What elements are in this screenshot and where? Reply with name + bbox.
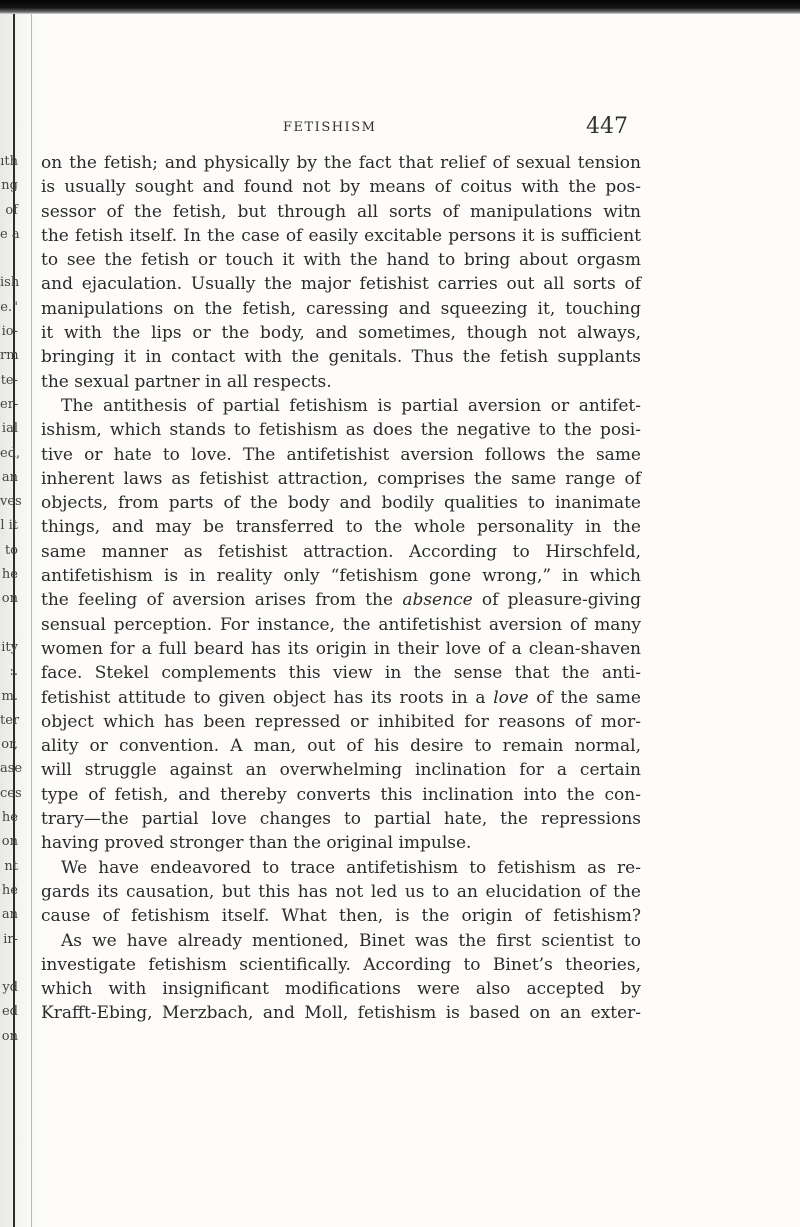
text-line: trary—the partial love changes to partial hate, the repressions	[41, 809, 641, 830]
page-number: 447	[586, 114, 628, 139]
facing-fragment: he	[1, 882, 18, 898]
facing-fragment: nt	[4, 858, 18, 874]
text-line: is usually sought and found not by means of coitus with the pos-	[41, 177, 641, 198]
facing-fragment	[0, 952, 18, 976]
facing-fragment: on	[1, 1028, 18, 1044]
facing-fragment: ial	[1, 421, 18, 437]
text-line: type of fetish, and thereby converts this inclination into the con-	[41, 784, 641, 805]
text-line: antifetishism is in reality only “fetishism gone wrong,” in which	[41, 566, 641, 587]
text-line: women for a full beard has its origin in their love of a clean-shaven	[41, 638, 641, 659]
facing-fragment: ng	[1, 178, 18, 194]
text-line: on the fetish; and physically by the fact that relief of sexual tension	[41, 153, 641, 173]
text-line: having proved stronger than the original impulse.	[41, 833, 472, 854]
text-line	[41, 686, 641, 710]
text-line: and ejaculation. Usually the major fetishist carries out all sorts of	[41, 274, 641, 295]
facing-fragment: on	[1, 834, 18, 850]
scan-top-edge	[0, 0, 800, 14]
facing-fragment: ir-	[3, 931, 18, 947]
text-line: Krafft-Ebing, Merzbach, and Moll, fetishism is based on an exter-	[41, 1003, 641, 1024]
facing-fragment: an	[1, 469, 18, 485]
facing-fragment: an	[1, 907, 18, 923]
text-line: object which has been repressed or inhibited for reasons of mor-	[41, 711, 641, 732]
text-line: face. Stekel complements this view in the sense that the anti-	[41, 663, 641, 684]
text-line: the sexual partner in all respects.	[41, 371, 332, 392]
text-run: of the same	[528, 687, 641, 708]
gutter-edge-line	[31, 14, 32, 1227]
text-line: sessor of the fetish, but through all sorts of manipulations witn	[41, 201, 641, 222]
body-text	[41, 151, 641, 1026]
text-line: same manner as fetishist attraction. According to Hirschfeld,	[41, 541, 641, 562]
text-line: The antithesis of partial fetishism is partial aversion or antifet-	[61, 395, 641, 416]
facing-fragment: ed,	[0, 445, 21, 461]
facing-fragment: ase	[0, 761, 23, 777]
text-line: gards its causation, but this has not led us to an elucidation of the	[41, 881, 641, 902]
text-line: tive or hate to love. The antifetishist aversion follows the same	[41, 444, 641, 465]
facing-fragment: on	[1, 591, 18, 607]
facing-fragment: te-	[0, 372, 18, 388]
text-line: things, and may be transferred to the whole personality in the	[41, 517, 641, 538]
facing-fragment: e a	[0, 226, 20, 242]
facing-fragment: m.	[1, 688, 18, 704]
facing-page-fragments	[0, 150, 23, 1049]
facing-fragment: :.	[9, 664, 18, 680]
running-head: FETISHISM	[283, 120, 377, 135]
text-line	[41, 588, 641, 612]
text-line: objects, from parts of the body and bodily qualities to inanimate	[41, 493, 641, 514]
facing-fragment: rm	[0, 348, 19, 364]
facing-fragment: e."	[0, 299, 18, 315]
facing-fragment: of	[5, 202, 18, 218]
facing-fragment: yd	[2, 980, 18, 996]
emphasis: love	[493, 687, 529, 708]
facing-fragment: to	[4, 542, 18, 558]
facing-fragment: ish	[0, 275, 20, 291]
text-run: fetishist attitude to given object has its roots in a	[41, 687, 494, 708]
facing-fragment: he	[1, 810, 18, 826]
text-line: We have endeavored to trace antifetishism to fetishism as re-	[61, 857, 641, 878]
text-run: of pleasure-giving	[472, 590, 641, 611]
text-line: bringing it in contact with the genitals. Thus the fetish supplants	[41, 347, 641, 368]
text-line: will struggle against an overwhelming inclination for a certain	[41, 760, 641, 781]
facing-fragment: l it	[0, 518, 18, 534]
text-line: manipulations on the fetish, caressing and squeezing it, touching	[41, 298, 641, 319]
text-line: inherent laws as fetishist attraction, comprises the same range of	[41, 468, 641, 489]
emphasis: absence	[402, 590, 473, 611]
facing-fragment: io-	[1, 324, 18, 340]
text-run: the feeling of aversion arises from the	[41, 590, 403, 611]
text-line: investigate fetishism scientifically. According to Binet’s theories,	[41, 954, 641, 975]
facing-fragment: er-	[0, 396, 19, 412]
text-line: As we have already mentioned, Binet was the first scientist to	[61, 930, 641, 951]
facing-fragment: ıth	[0, 154, 18, 169]
facing-fragment: ves	[0, 494, 22, 510]
facing-fragment: ces	[0, 785, 22, 801]
text-line: which with insignificant modifications were also accepted by	[41, 979, 641, 1000]
text-line: ishism, which stands to fetishism as does the negative to the posi-	[41, 420, 641, 441]
text-line: it with the lips or the body, and sometimes, though not always,	[41, 323, 641, 344]
facing-fragment	[0, 247, 18, 271]
text-line: to see the fetish or touch it with the hand to bring about orgasm	[41, 250, 641, 271]
facing-fragment: ity	[1, 639, 18, 655]
facing-fragment: ter	[0, 712, 20, 728]
text-line: sensual perception. For instance, the antifetishist aversion of many	[41, 614, 641, 635]
text-line: the fetish itself. In the case of easily excitable persons it is sufficient	[41, 225, 641, 246]
facing-fragment: ed	[1, 1004, 18, 1020]
text-line: ality or convention. A man, out of his desire to remain normal,	[41, 736, 641, 757]
facing-fragment: he	[1, 567, 18, 583]
facing-fragment: or,	[1, 737, 18, 753]
text-line: cause of fetishism itself. What then, is the origin of fetishism?	[41, 906, 641, 927]
facing-fragment	[0, 612, 18, 636]
